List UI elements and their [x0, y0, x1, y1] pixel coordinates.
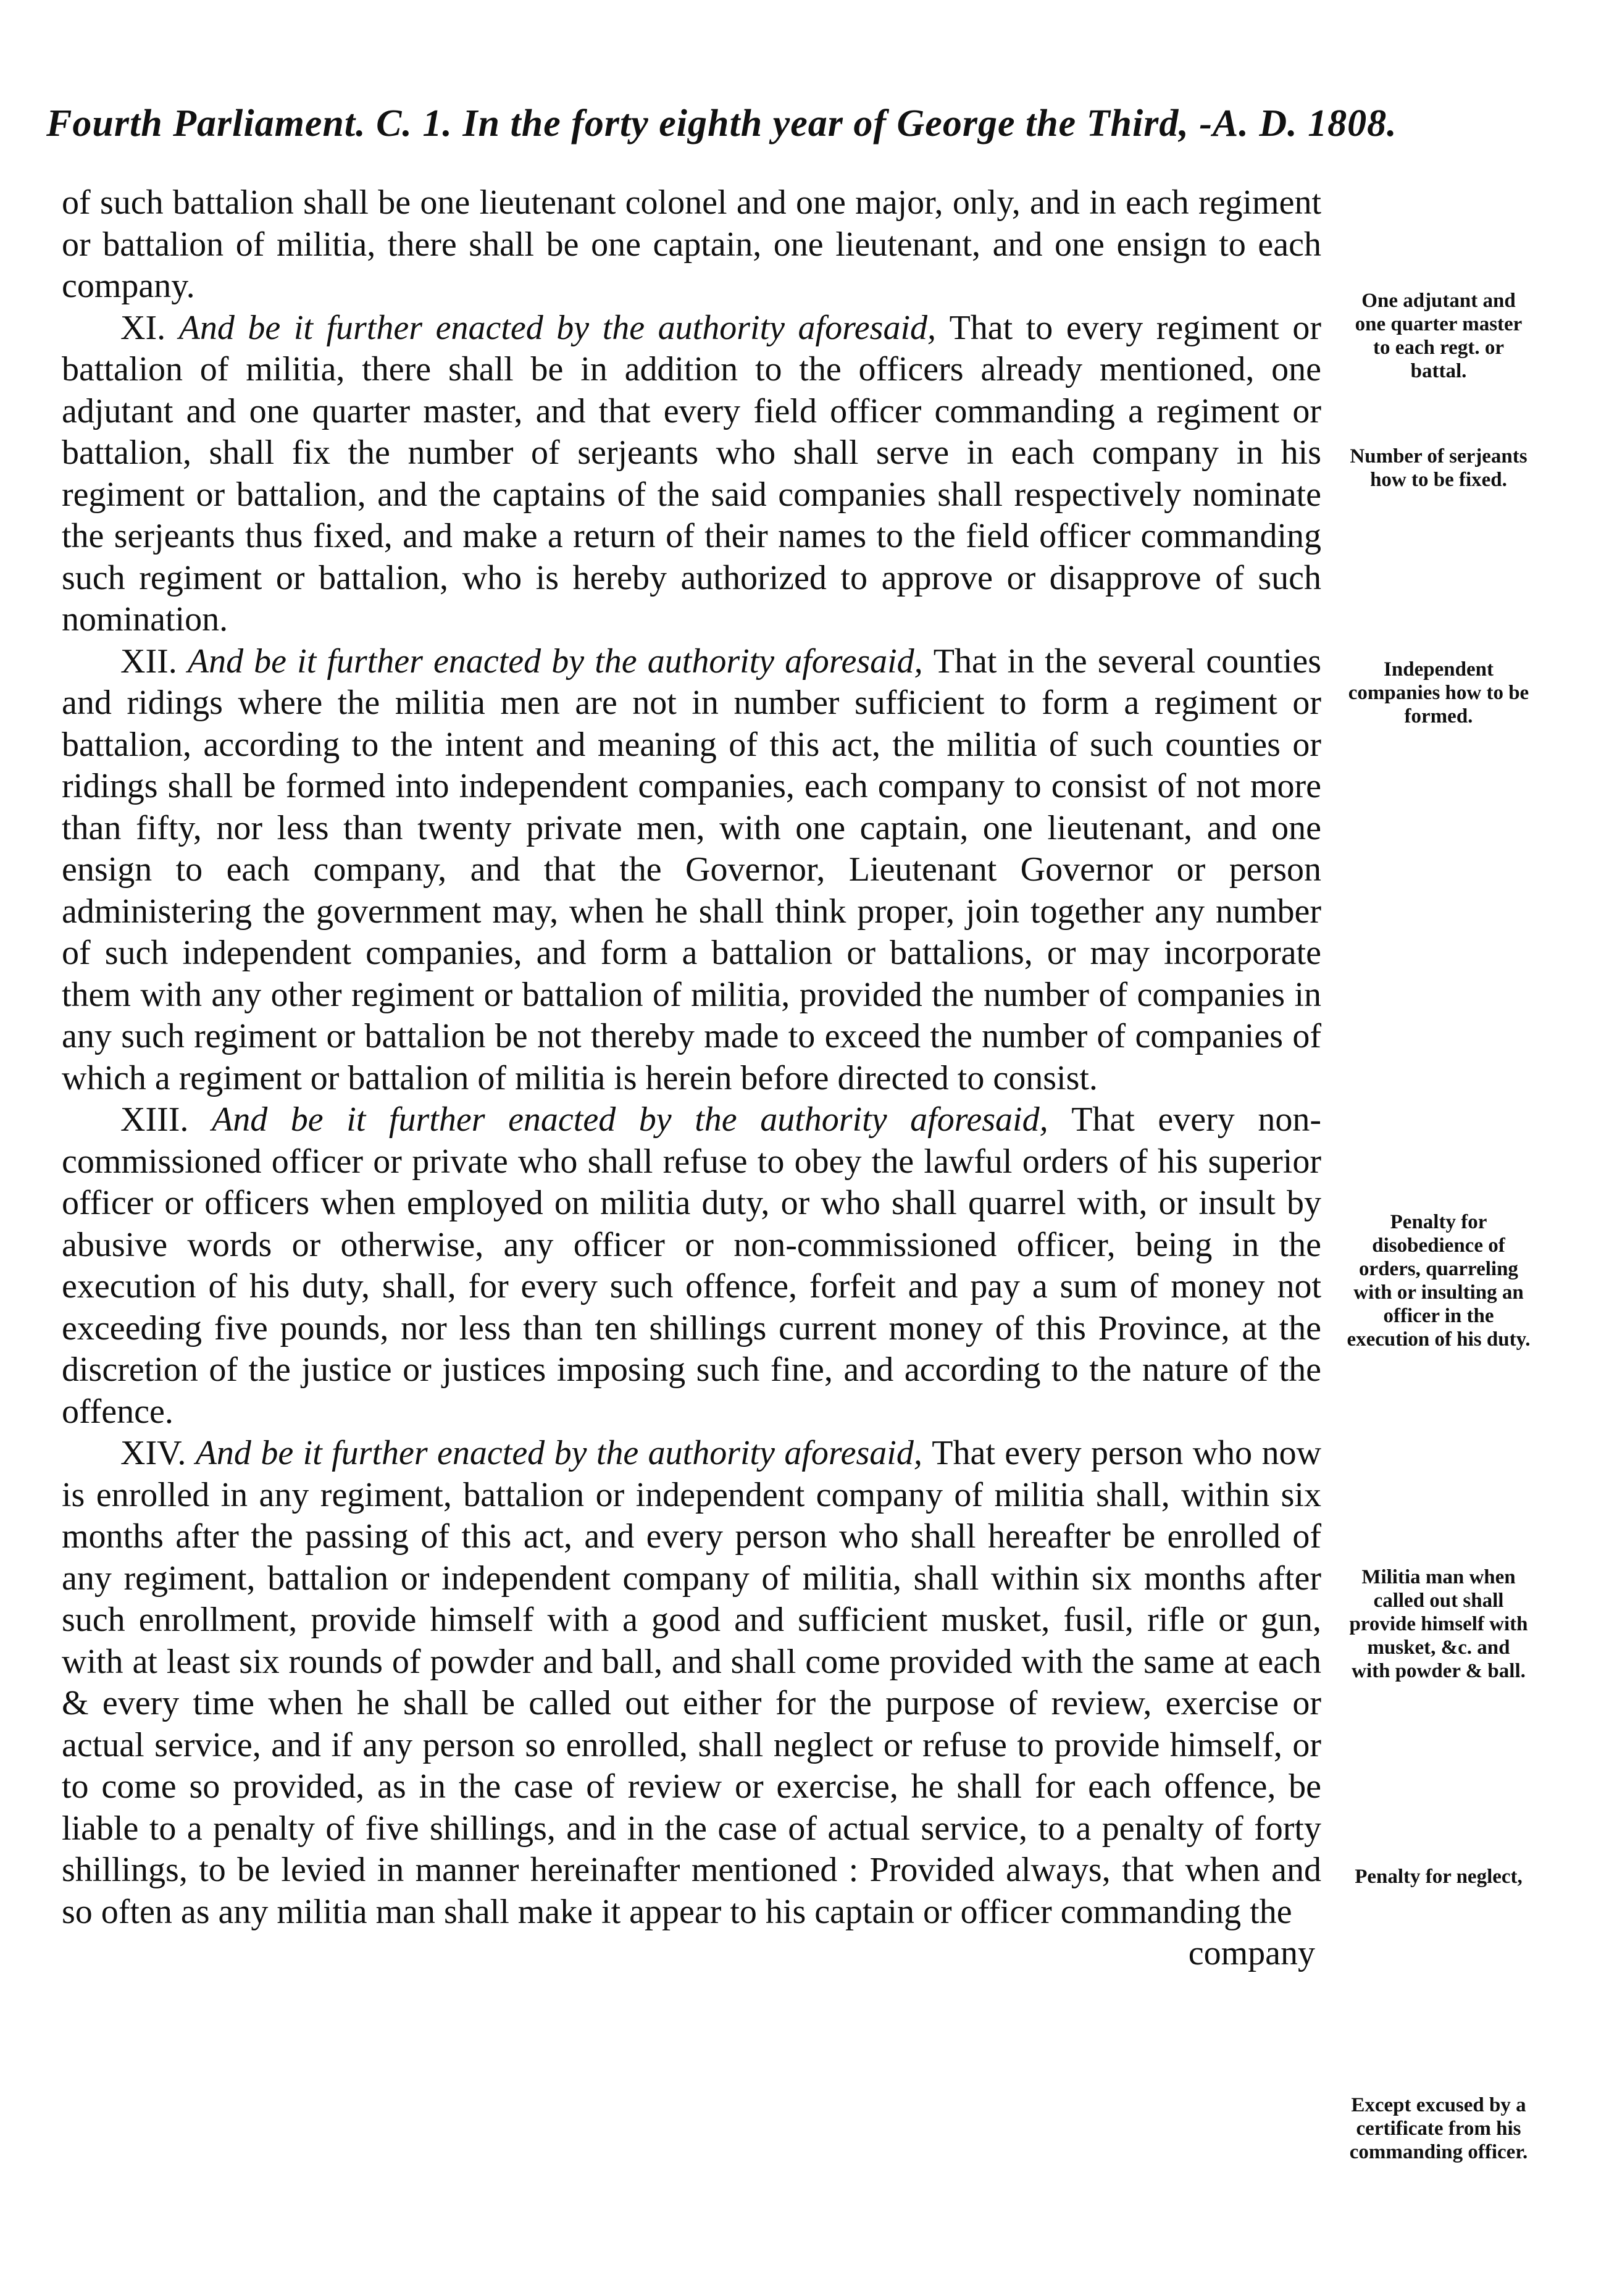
- section-text: That every non-commissioned officer or private who shall refuse to obey the lawful orders of his superior officer or officers when employed on militia duty, or who shall quarrel with, or insult by abusive words or otherwise, any officer or non-commissioned officer, being in the execution of his duty, shall, for every such offence, forfeit and pay a sum of money not exceeding five pounds, nor less than ten shillings current money of this Province, at the discretion of the justice or justices imposing such fine, and according to the nature of the offence.: [62, 1100, 1322, 1431]
- body-text: [62, 182, 1321, 1975]
- section-text: That every person who now is enrolled in any regiment, battalion or independent company of militia shall, within six months after the passing of this act, and every person who shall hereafter be enrolled of any regiment, battalion or independent company of militia, shall within six months after such enrollment, provide himself with a good and sufficient musket, fusil, rifle or gun, with at least six rounds of powder and ball, and shall come provided with the same at each & every time when he shall be called out either for the purpose of review, exercise or actual service, and if any person so enrolled, shall neglect or refuse to provide himself, or to come so provided, as in the case of review or exercise, he shall for each offence, be liable to a penalty of five shillings, and in the case of actual service, to a penalty of forty shillings, to be levied in manner hereinafter mentioned : Provided always, that when and so often as any militia man shall make it appear to his captain or officer commanding the: [62, 1434, 1322, 1931]
- enacting-clause: And be it further enacted by the authority aforesaid,: [211, 1100, 1072, 1139]
- opening-paragraph: of such battalion shall be one lieutenant colonel and one major, only, and in each regiment or battalion of militia, there shall be one captain, one lieutenant, and one ensign to each company.: [62, 183, 1321, 305]
- enacting-clause: And be it further enacted by the authority aforesaid,: [178, 308, 950, 347]
- section-xiv: [62, 1433, 1321, 1933]
- sidenote-disobedience-penalty: Penalty for disobedience of orders, quarreling with or insulting an officer in the execution of his duty.: [1347, 1211, 1531, 1351]
- section-number: XII.: [120, 642, 188, 681]
- enacting-clause: And be it further enacted by the authority aforesaid,: [195, 1434, 932, 1472]
- sidenote-neglect-penalty: Penalty for neglect,: [1355, 1866, 1523, 1888]
- sidenote-excused-certificate: Except excused by a certificate from his commanding officer.: [1349, 2094, 1528, 2163]
- section-number: XIII.: [120, 1100, 212, 1139]
- sidenote-adjutant: One adjutant and one quarter master to each regt. or battal.: [1355, 290, 1523, 382]
- section-text: That to every regiment or battalion of militia, there shall be in addition to the officers already mentioned, one adjutant and one quarter master, and that every field officer commanding a regiment or battalion, shall fix the number of serjeants who shall serve in each company in his regiment or battalion, and the captains of the said companies shall respectively nominate the serjeants thus fixed, and make a return of their names to the field officer commanding such regiment or battalion, who is hereby authorized to approve or disapprove of such nomination.: [62, 308, 1322, 639]
- section-number: XI.: [120, 308, 179, 347]
- enacting-clause: And be it further enacted by the authority aforesaid,: [187, 642, 934, 681]
- section-xiii: [62, 1099, 1321, 1433]
- running-header: Fourth Parliament. C. 1. In the forty eighth year of George the Third, -A. D. 1808.: [46, 103, 1397, 145]
- section-xi: [62, 308, 1321, 641]
- sidenote-serjeants: Number of serjeants how to be fixed.: [1350, 445, 1528, 491]
- sidenote-musket-provision: Militia man when called out shall provide himself with musket, &c. and with powder & ball.: [1349, 1566, 1528, 1682]
- section-number: XIV.: [120, 1434, 196, 1472]
- catchword: company: [1188, 1934, 1315, 1972]
- section-xii: [62, 641, 1321, 1100]
- section-text: That in the several counties and ridings where the militia men are not in number sufficient to form a regiment or battalion, according to the intent and meaning of this act, the militia of such counties or ridings shall be formed into independent companies, each company to consist of not more than fifty, nor less than twenty private men, with one captain, one lieutenant, and one ensign to each company, and that the Governor, Lieutenant Governor or person administering the government may, when he shall think proper, join together any number of such independent companies, and form a battalion or battalions, or may incorporate them with any other regiment or battalion of militia, provided the number of companies in any such regiment or battalion be not thereby made to exceed the number of companies of which a regiment or battalion of militia is herein before directed to consist.: [62, 642, 1321, 1097]
- sidenote-independent-companies: Independent companies how to be formed.: [1348, 658, 1529, 727]
